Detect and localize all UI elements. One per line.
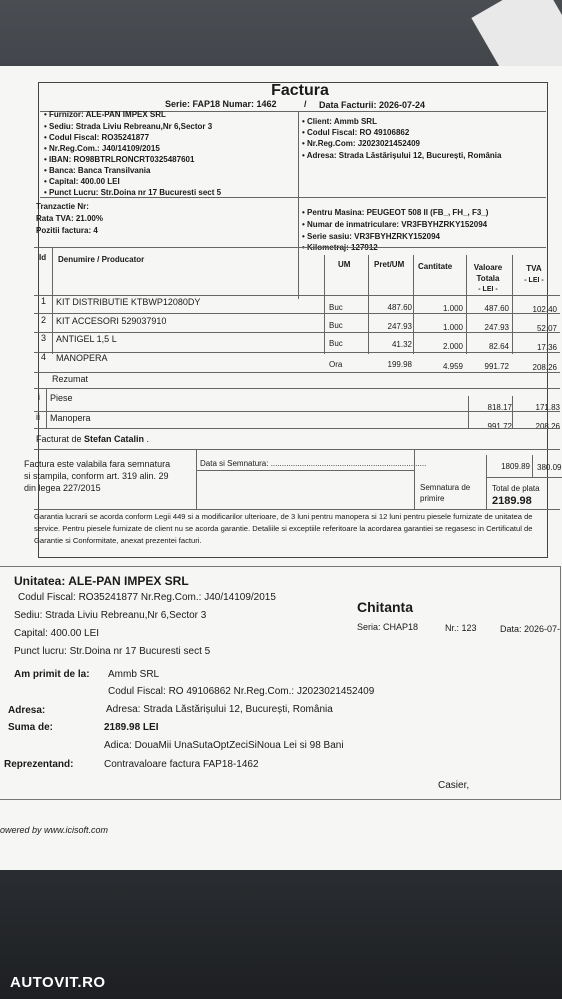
- received-from-name: Ammb SRL: [108, 669, 160, 680]
- receipt-line: Capital: 400.00 LEI: [14, 628, 100, 639]
- summary-name: Manopera: [50, 413, 91, 423]
- receipt-line: Sediu: Strada Liviu Rebreanu,Nr 6,Sector 3: [14, 610, 207, 621]
- row-name: KIT ACCESORI 529037910: [56, 316, 167, 326]
- client-line: • Codul Fiscal: RO 49106862: [302, 128, 410, 137]
- row-name: ANTIGEL 1,5 L: [56, 334, 117, 344]
- client-line: • Client: Ammb SRL: [302, 117, 377, 126]
- row-price: 487.60: [387, 303, 412, 312]
- row-id: 1: [41, 296, 47, 306]
- receipt-nr: Nr.: 123: [445, 623, 477, 633]
- row-price: 41.32: [391, 340, 412, 349]
- transaction-nr: Tranzactie Nr:: [36, 202, 89, 211]
- row-um: Buc: [329, 339, 343, 348]
- col-tva-unit: - LEI -: [524, 277, 544, 284]
- grand-total-net: 1809.89: [501, 462, 530, 471]
- summary-tva: 208.26: [535, 422, 560, 431]
- col-name: Denumire / Producator: [58, 255, 145, 264]
- invoice-slash: /: [304, 99, 307, 109]
- summary-id: i: [38, 392, 40, 402]
- supplier-line: • Codul Fiscal: RO35241877: [44, 133, 150, 142]
- vehicle-line: • Kilometraj: 127912: [302, 243, 378, 252]
- supplier-line: • Punct Lucru: Str.Doina nr 17 Bucuresti sect 5: [44, 188, 222, 197]
- row-total: 247.93: [484, 323, 509, 332]
- col-total-unit: - LEI -: [478, 286, 498, 293]
- total-to-pay-value: 2189.98: [492, 495, 532, 507]
- row-id: 2: [41, 315, 47, 325]
- receipt-serie: Seria: CHAP18: [357, 622, 419, 632]
- supplier-line: • Sediu: Strada Liviu Rebreanu,Nr 6,Sector 3: [44, 122, 213, 131]
- receipt-date: Data: 2026-07-: [500, 624, 561, 634]
- invoice-positions: Pozitii factura: 4: [36, 226, 98, 235]
- summary-label: Rezumat: [52, 374, 89, 384]
- row-tva: 208.26: [532, 363, 557, 372]
- powered-by: owered by www.icisoft.com: [0, 825, 109, 835]
- vehicle-line: • Serie sasiu: VR3FBYHZRKY152094: [302, 232, 440, 241]
- row-tva: 52.07: [536, 324, 557, 333]
- address-value: Adresa: Strada Lăstărișului 12, București, România: [106, 704, 333, 715]
- validity-note: Factura este valabila fara semnatura si stampila, conform art. 319 alin. 29 din legea 227/2015: [24, 459, 171, 493]
- row-name: MANOPERA: [56, 353, 108, 363]
- received-from-fiscal: Codul Fiscal: RO 49106862 Nr.Reg.Com.: J2023021452409: [108, 686, 375, 697]
- row-qty: 1.000: [442, 323, 463, 332]
- row-um: Buc: [329, 321, 343, 330]
- row-id: 3: [41, 333, 47, 343]
- vehicle-line: • Numar de inmatriculare: VR3FBYHZRKY152094: [302, 220, 488, 229]
- supplier-line: • Capital: 400.00 LEI: [44, 177, 120, 186]
- row-total: 82.64: [488, 342, 509, 351]
- issued-by: Facturat de Stefan Catalin .: [36, 434, 150, 444]
- receipt-title: Chitanta: [357, 599, 413, 615]
- summary-name: Piese: [50, 393, 73, 403]
- row-um: Ora: [329, 360, 343, 369]
- row-qty: 4.959: [442, 362, 463, 371]
- sum-label: Suma de:: [8, 722, 54, 733]
- row-tva: 102.40: [532, 305, 557, 314]
- row-total: 991.72: [484, 362, 509, 371]
- invoice-serie: Serie: FAP18 Numar: 1462: [165, 99, 277, 109]
- supplier-line: • Furnizor: ALE-PAN IMPEX SRL: [44, 110, 166, 119]
- grand-total-tva: 380.09: [537, 463, 562, 472]
- representing-value: Contravaloare factura FAP18-1462: [104, 759, 259, 770]
- row-price: 199.98: [387, 360, 412, 369]
- sum-in-words: Adica: DouaMii UnaSutaOptZeciSiNoua Lei si 98 Bani: [104, 740, 344, 751]
- row-qty: 2.000: [442, 342, 463, 351]
- col-um: UM: [338, 260, 351, 269]
- row-total: 487.60: [484, 304, 509, 313]
- col-id: Id: [39, 253, 47, 262]
- vehicle-line: • Pentru Masina: PEUGEOT 508 II (FB_, FH_, F3_): [302, 208, 489, 217]
- col-total: Valoare Totala: [473, 263, 503, 283]
- invoice-paper: [0, 66, 562, 870]
- received-from-label: Am primit de la:: [14, 669, 90, 680]
- supplier-line: • IBAN: RO98BTRLRONCRT0325487601: [44, 155, 195, 164]
- summary-total: 818.17: [487, 403, 512, 412]
- row-qty: 1.000: [442, 304, 463, 313]
- cashier-label: Casier,: [438, 780, 470, 791]
- supplier-line: • Nr.Reg.Com.: J40/14109/2015: [44, 144, 160, 153]
- client-line: • Nr.Reg.Com: J2023021452409: [302, 139, 420, 148]
- receipt-unit: Unitatea: ALE-PAN IMPEX SRL: [14, 574, 189, 588]
- summary-tva: 171.83: [535, 403, 560, 412]
- invoice-title: Factura: [271, 82, 329, 99]
- receipt-signature-label: Semnatura de primire: [420, 483, 471, 503]
- address-label: Adresa:: [8, 705, 46, 716]
- summary-id: ii: [36, 412, 40, 422]
- col-tva: TVA: [526, 264, 542, 273]
- supplier-line: • Banca: Banca Transilvania: [44, 166, 151, 175]
- signature-field: Data si Semnatura: ......................................................................: [200, 459, 427, 468]
- row-price: 247.93: [387, 322, 412, 331]
- row-tva: 17.36: [536, 343, 557, 352]
- autovit-watermark: AUTOVIT.RO: [10, 974, 106, 991]
- guarantee-text: Garantia lucrarii se acorda conform Legii 449 si a modificarilor ulterioare, de 3 luni pentru manopera si 12 luni pentru piesele furnizate de unitatea de service. Pentru piesele furnizate de client nu se acorda garantie. Detaliile si exceptiile referitoare la acordarea garantiei se regasesc in Certificatul de Garantie si Conformitate, anexat prezentei facturi.: [34, 512, 533, 545]
- total-to-pay-label: Total de plata: [492, 484, 540, 493]
- tva-rate: Rata TVA: 21.00%: [36, 214, 103, 223]
- representing-label: Reprezentand:: [4, 759, 74, 770]
- row-id: 4: [41, 352, 47, 362]
- sum-value: 2189.98 LEI: [104, 722, 159, 733]
- receipt-line: Punct lucru: Str.Doina nr 17 Bucuresti sect 5: [14, 646, 211, 657]
- col-qty: Cantitate: [418, 262, 453, 271]
- row-um: Buc: [329, 303, 343, 312]
- invoice-date: Data Facturii: 2026-07-24: [319, 100, 426, 110]
- summary-total: 991.72: [487, 422, 512, 431]
- receipt-line: Codul Fiscal: RO35241877 Nr.Reg.Com.: J40/14109/2015: [18, 592, 276, 603]
- client-line: • Adresa: Strada Lăstărișului 12, București, România: [302, 151, 502, 160]
- row-name: KIT DISTRIBUTIE KTBWP12080DY: [56, 297, 201, 307]
- col-price: Pret/UM: [374, 260, 405, 269]
